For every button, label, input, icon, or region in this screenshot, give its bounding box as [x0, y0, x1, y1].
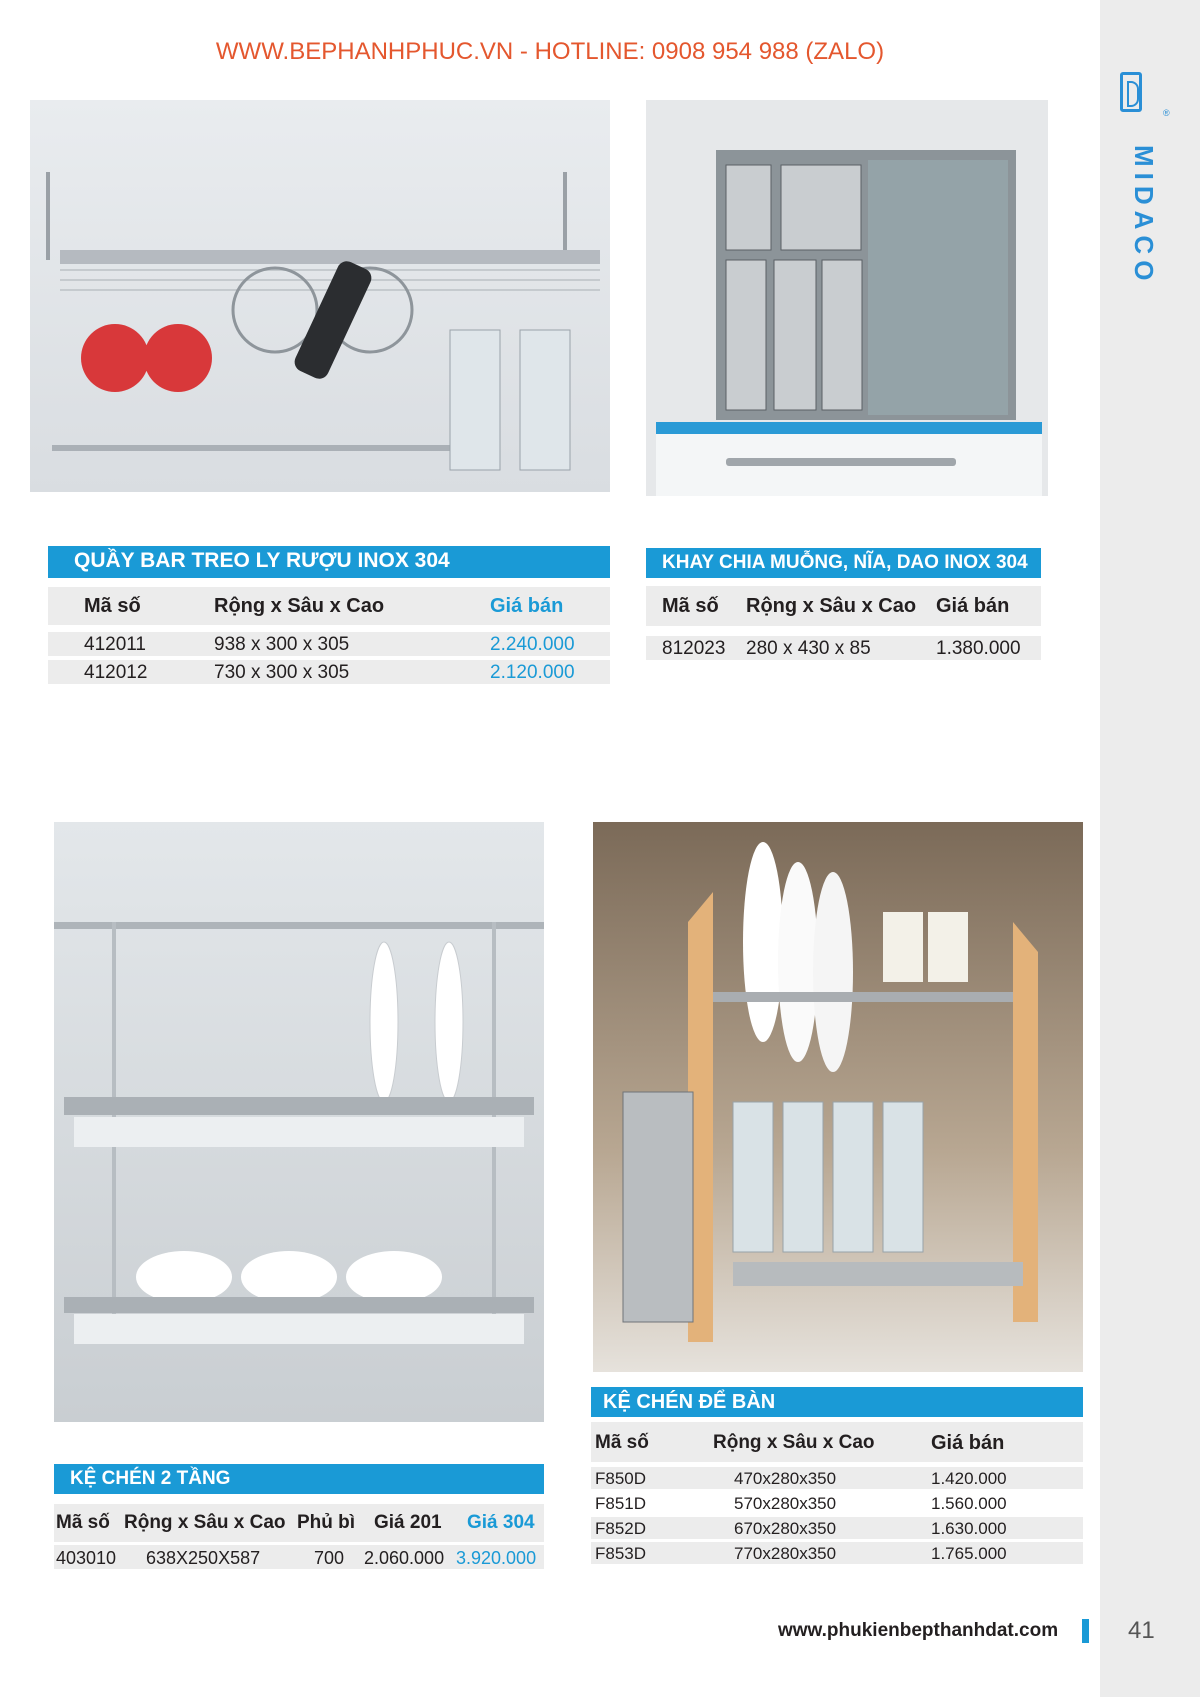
col-dimensions: Rộng x Sâu x Cao	[214, 595, 385, 617]
cell-dimensions: 938 x 300 x 305	[214, 634, 350, 655]
cell-overall: 700	[314, 1548, 345, 1568]
col-code: Mã số	[84, 595, 141, 617]
cell-dimensions: 730 x 300 x 305	[214, 662, 350, 683]
brand-name: MIDACO	[1129, 145, 1159, 287]
header-contact: WWW.BEPHANHPHUC.VN - HOTLINE: 0908 954 988 (ZALO)	[215, 38, 885, 65]
dish-rack-2-photo	[54, 822, 544, 1422]
col-overall: Phủ bì	[297, 1512, 356, 1533]
cell-dimensions: 470x280x350	[734, 1469, 837, 1488]
col-dimensions: Rộng x Sâu x Cao	[124, 1512, 286, 1533]
cell-code: 812023	[662, 638, 726, 659]
cell-code: 412012	[84, 662, 148, 683]
bar-rack-title: QUẦY BAR TREO LY RƯỢU INOX 304	[48, 546, 610, 578]
table-rack-title: KỆ CHÉN ĐỂ BÀN	[591, 1387, 1083, 1417]
col-price-304: Giá 304	[467, 1512, 535, 1533]
cell-code: F850D	[595, 1469, 647, 1488]
col-code: Mã số	[662, 595, 719, 617]
cutlery-tray-header-row	[646, 586, 1041, 626]
cell-price: 2.240.000	[490, 634, 575, 655]
table-row	[54, 1545, 544, 1569]
cell-dimensions: 770x280x350	[734, 1544, 837, 1563]
cell-price: 1.630.000	[931, 1519, 1007, 1538]
table-row	[646, 636, 1041, 660]
cell-code: F851D	[595, 1494, 647, 1513]
bar-rack-header-row	[48, 587, 610, 625]
page-number: 41	[1128, 1617, 1155, 1644]
table-row	[591, 1542, 1083, 1564]
cell-code: 412011	[84, 634, 146, 655]
cell-code: F852D	[595, 1519, 647, 1538]
cutlery-tray-title: KHAY CHIA MUỖNG, NĨA, DAO INOX 304	[646, 548, 1041, 578]
cell-price: 1.420.000	[931, 1469, 1007, 1488]
table-row	[591, 1492, 1083, 1514]
cell-dimensions: 280 x 430 x 85	[746, 638, 871, 659]
table-rack-photo	[593, 822, 1083, 1372]
col-dimensions: Rộng x Sâu x Cao	[746, 595, 917, 617]
cell-code: 403010	[56, 1548, 117, 1568]
bar-rack-photo	[30, 100, 610, 492]
table-row	[591, 1467, 1083, 1489]
col-code: Mã số	[595, 1432, 649, 1453]
cell-price-304: 3.920.000	[456, 1548, 537, 1568]
cell-price: 1.765.000	[931, 1544, 1007, 1563]
col-price: Giá bán	[936, 595, 1010, 617]
col-code: Mã số	[56, 1512, 110, 1533]
cell-dimensions: 570x280x350	[734, 1494, 837, 1513]
cell-price: 1.560.000	[931, 1494, 1007, 1513]
footer-accent-bar	[1082, 1619, 1089, 1643]
col-dimensions: Rộng x Sâu x Cao	[713, 1432, 875, 1453]
table-row	[591, 1517, 1083, 1539]
col-price: Giá bán	[931, 1432, 1005, 1454]
cell-price-201: 2.060.000	[364, 1548, 445, 1568]
table-row	[48, 632, 610, 656]
cutlery-tray-photo	[646, 100, 1048, 496]
dish-rack-2-title: KỆ CHÉN 2 TẦNG	[54, 1464, 544, 1494]
cell-dimensions: 670x280x350	[734, 1519, 837, 1538]
footer-url: www.phukienbepthanhdat.com	[778, 1620, 1059, 1641]
dish-rack-2-header-row	[54, 1504, 544, 1542]
cell-price: 1.380.000	[936, 638, 1021, 659]
brand-reg-mark: ®	[1163, 108, 1170, 118]
col-price: Giá bán	[490, 595, 564, 617]
cell-code: F853D	[595, 1544, 647, 1563]
cell-price: 2.120.000	[490, 662, 575, 683]
table-row	[48, 660, 610, 684]
table-rack-header-row	[591, 1422, 1083, 1462]
cell-dimensions: 638X250X587	[146, 1548, 261, 1568]
col-price-201: Giá 201	[374, 1512, 442, 1533]
brand-logo-icon	[1120, 72, 1142, 112]
